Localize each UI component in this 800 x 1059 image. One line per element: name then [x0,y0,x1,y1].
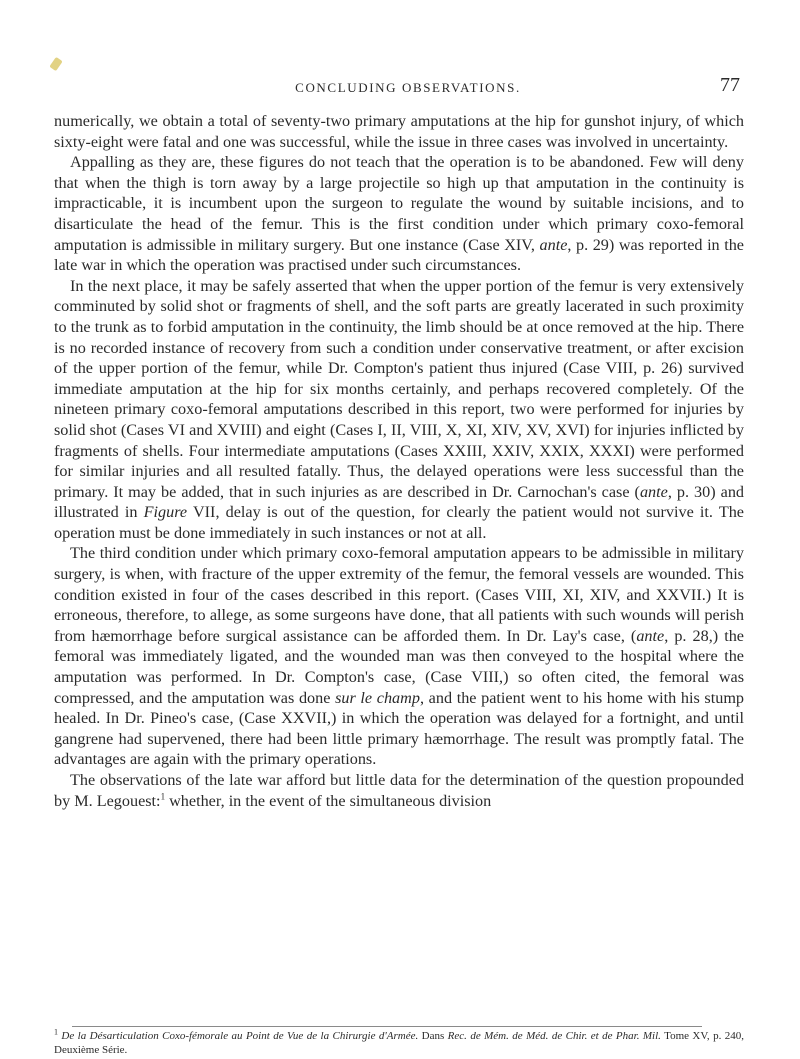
italic-text: ante [636,626,665,645]
page-number: 77 [720,74,740,96]
italic-text: Figure [143,503,188,522]
text-run: Dans [418,1030,448,1042]
text-run: , p. 29) was reported in the late war in which the operation was practised under such circumstances. [54,235,744,275]
italic-text: De la Désarticulation Coxo-fémorale au Point de Vue de la Chirurgie d'Armée. [61,1030,419,1042]
paragraph [54,543,744,770]
italic-text: Rec. de Mém. de Méd. de Chir. et de Phar. Mil. [447,1030,661,1042]
body-text [54,111,744,811]
footnote-rule [72,1026,702,1027]
paragraph [54,770,744,811]
italic-text: sur le champ [335,688,420,707]
paragraph [54,111,744,152]
text-run: VII, delay is out of the question, for clearly the patient would not survive it. The operation must be done immediately in such instances or not at all. [54,503,744,542]
text-run: , p. 30) and illustrated in [54,482,745,522]
footnote-ref: 1 [160,791,166,802]
italic-text: ante [639,482,668,501]
text-run: , and the patient went to his home with his stump healed. In Dr. Pineo's case, (Case XXVII,) in which the operation was delayed for a fortnight, and until gangrene had supervened, there had been little primary hæmorrhage. The result was promptly fatal. The advantages are again with the primary operations. [54,688,745,769]
text-run: In the next place, it may be safely asserted that when the upper portion of the femur is very extensively comminuted by solid shot or fragments of shell, and the soft parts are greatly lacerated in such proximity to the trunk as to forbid amputation in the continuity, the limb should be at once removed at the hip. There is no recorded instance of recovery from such a condition under conservative treatment, or after excision of the upper portion of the femur, while Dr. Compton's patient thus injured (Case VIII, p. 26) survived immediate amputation at the hip for six months certainly, and perhaps recovered completely. Of the nineteen primary coxo-femoral amputations described in this report, two were performed for injuries by solid shot (Cases VI and XVIII) and eight (Cases I, II, VIII, X, XI, XIV, XV, XVI) for injuries inflicted by fragments of shells. Four intermediate amputations (Cases XXIII, XXIV, XXIX, XXXI) were performed for similar injuries and all resulted fatally. Thus, the delayed operations were less successful than the primary. It may be added, that in such injuries as are described in Dr. Carnochan's case ( [54,276,744,501]
paragraph [54,152,744,276]
text-run: whether, in the event of the simultaneous division [165,791,492,810]
text-run: The third condition under which primary coxo-femoral amputation appears to be admissible in military surgery, is when, with fracture of the upper extremity of the femur, the femoral vessels are wounded. This condition existed in four of the cases described in this report. (Cases VIII, XI, XIV, and XXVII.) It is erroneous, therefore, to allege, as some surgeons have done, that all patients with such wounds will perish from hæmorrhage before surgical assistance can be afforded them. In Dr. Lay's case, ( [54,544,744,645]
text-run: , p. 28,) the femoral was immediately ligated, and the wounded man was then conveyed to the hospital where the amputation was performed. In Dr. Compton's case, (Case VIII,) so often cited, the femoral was compressed, and the amputation was done [54,626,744,707]
page-corner-mark [49,57,62,71]
running-head [72,76,744,98]
footnote-number: 1 [54,1027,58,1037]
italic-text: ante [539,235,568,254]
text-run: Appalling as they are, these figures do not teach that the operation is to be abandoned. Few will deny that when the thigh is torn away by a large projectile so high up that amputation in the continuity is impracticable, it is incumbent upon the surgeon to regulate the wound by suitable incisions, and to disarticulate the head of the femur. This is the first condition under which primary coxo-femoral amputation is admissible in military surgery. But one instance (Case XIV, [54,153,744,254]
footnote [54,1027,744,1057]
paragraph [54,276,744,544]
running-title: CONCLUDING OBSERVATIONS. [295,80,521,95]
text-run: The observations of the late war afford but little data for the determination of the question propounded by M. Legouest: [54,771,744,810]
text-run: numerically, we obtain a total of seventy-two primary amputations at the hip for gunshot injury, of which sixty-eight were fatal and one was successful, while the issue in three cases was involved in uncertainty. [54,112,744,151]
text-run: Tome XV, p. 240, Deuxième Série. [54,1030,744,1056]
